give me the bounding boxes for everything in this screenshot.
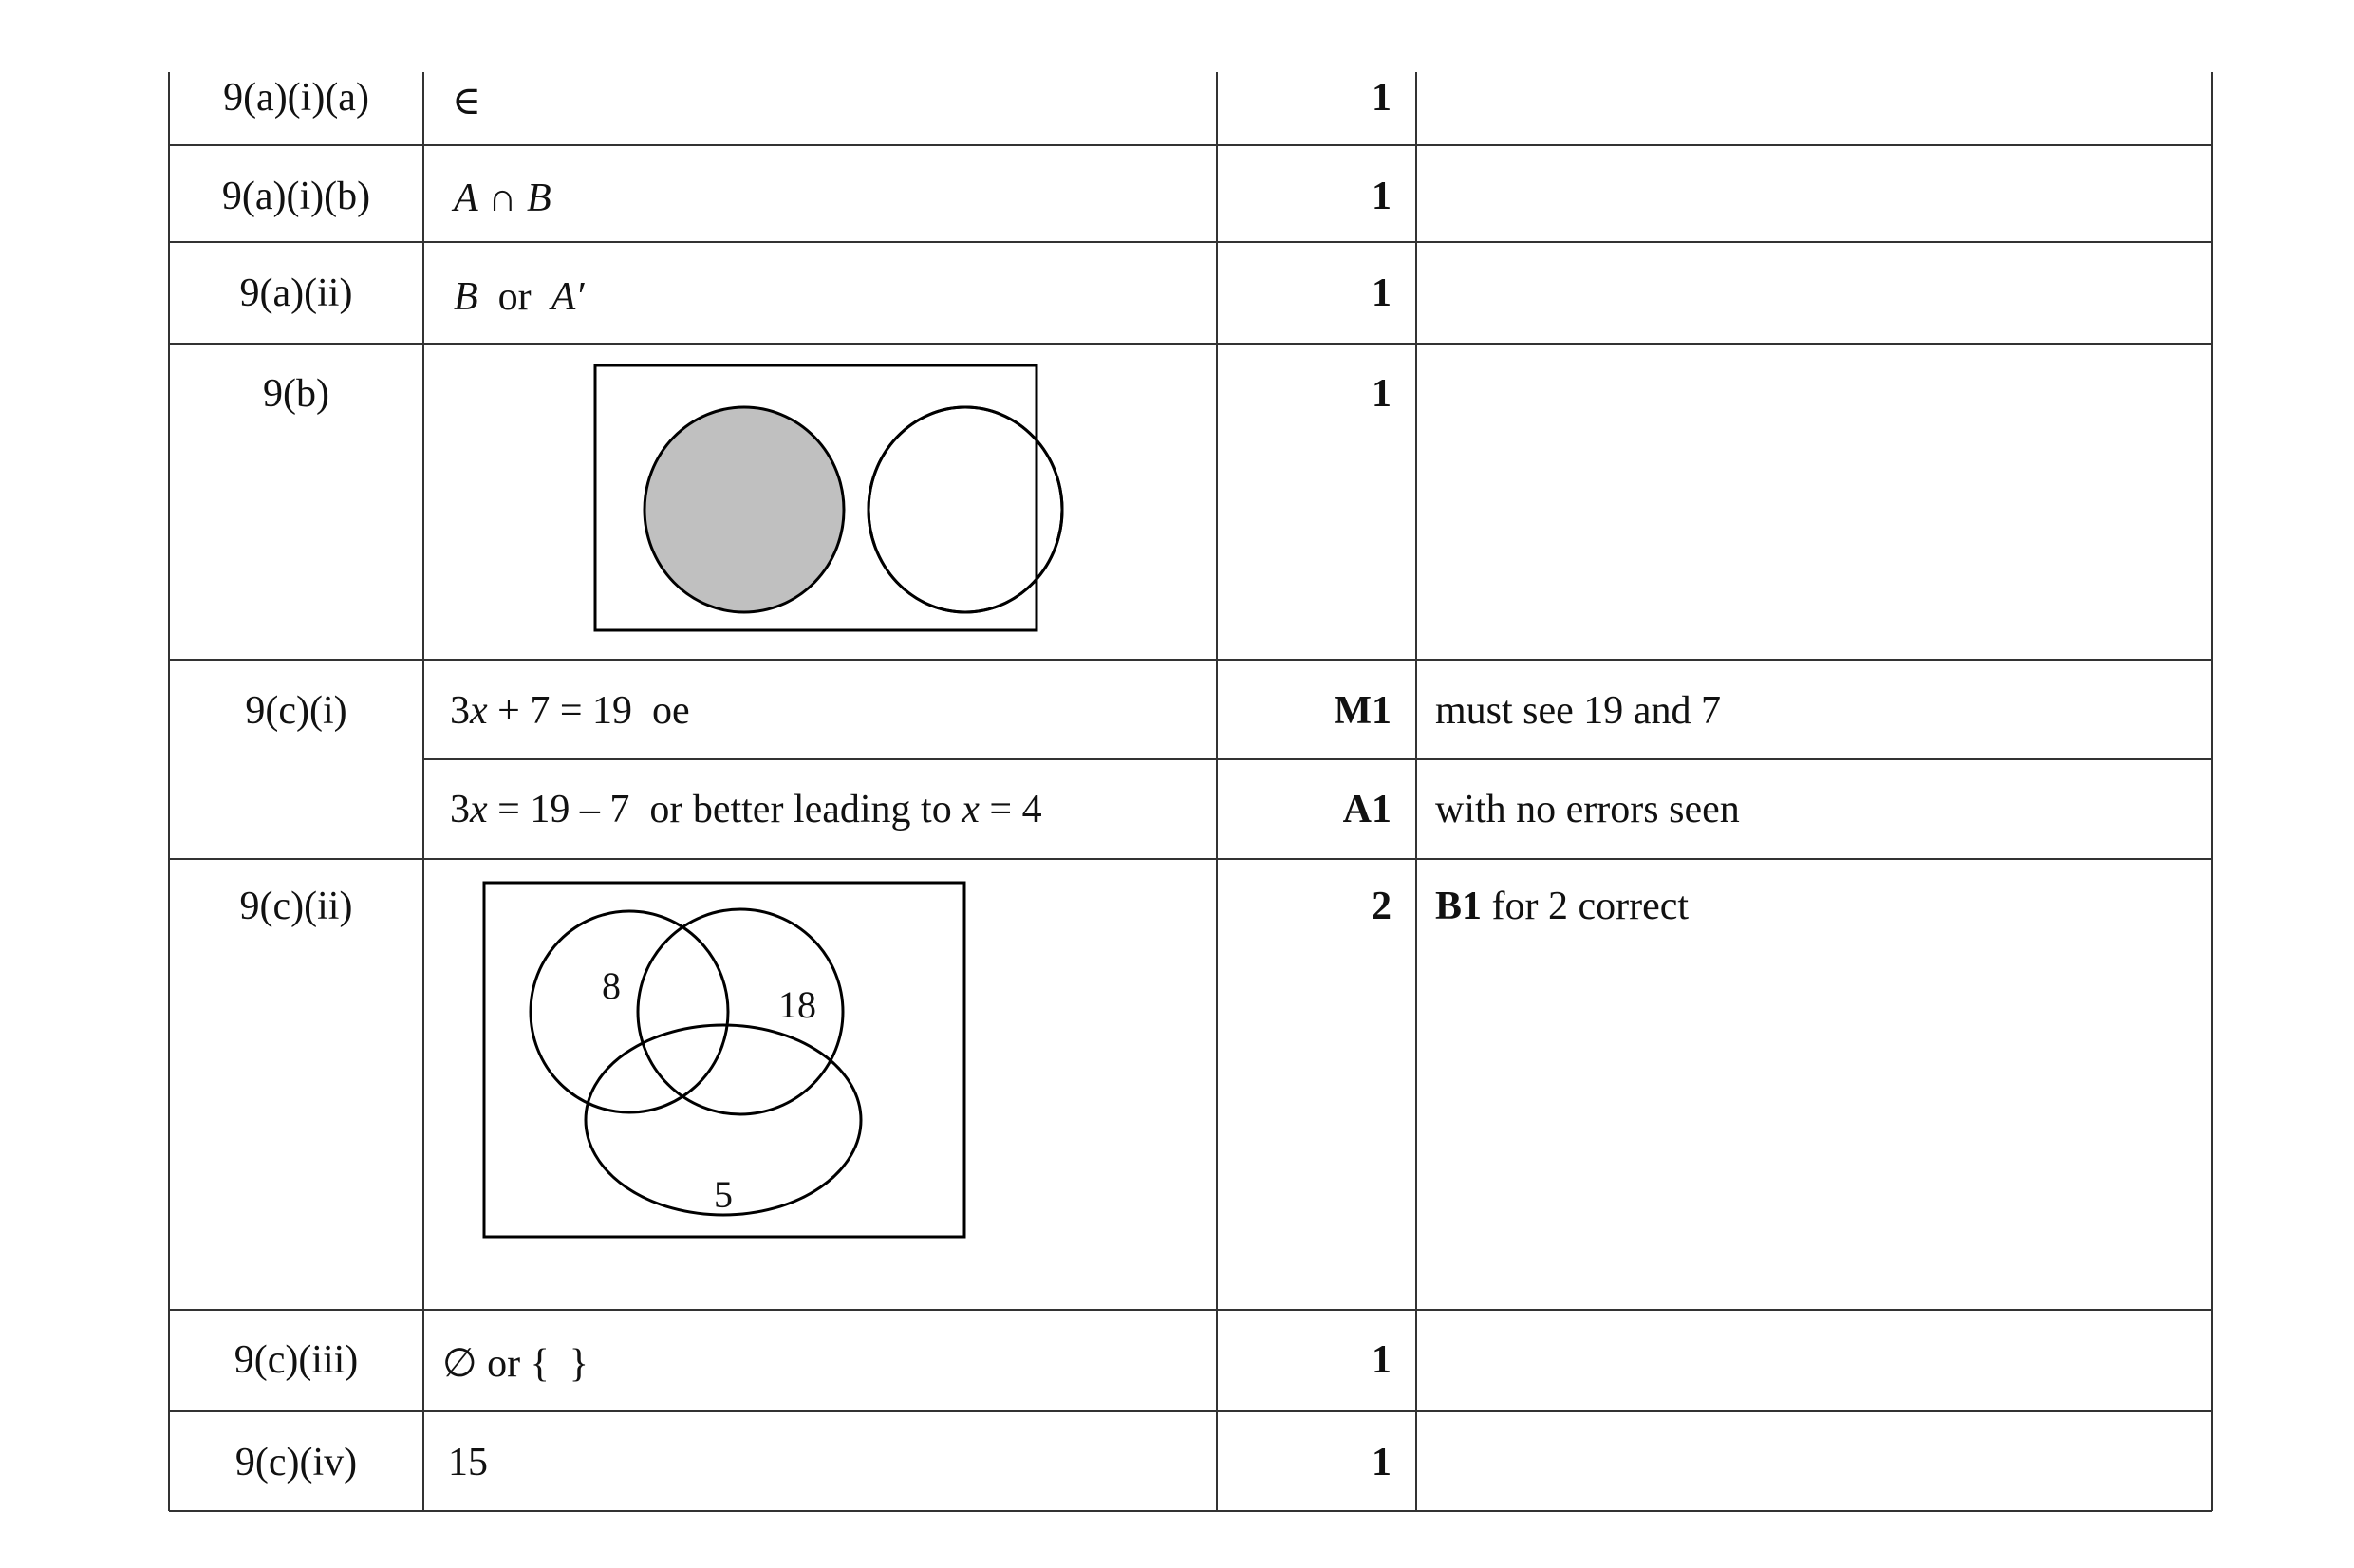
mark-value: A1 xyxy=(1342,788,1392,831)
guidance-text: B1 for 2 correct xyxy=(1435,885,1690,928)
mark-value: 1 xyxy=(1372,372,1392,416)
table-row xyxy=(235,1441,1392,1484)
region-label: 5 xyxy=(714,1173,733,1216)
answer-text: B or A′ xyxy=(454,275,585,319)
question-number: 9(a)(i)(a) xyxy=(223,76,369,120)
set-b-outline xyxy=(869,407,1062,612)
answer-text: ∈ xyxy=(452,80,482,123)
answer-text: A ∩ B xyxy=(454,177,551,220)
venn-diagram-two-sets xyxy=(595,365,1062,630)
question-number: 9(c)(iii) xyxy=(234,1338,359,1382)
mark-value: 1 xyxy=(1372,76,1392,120)
question-number: 9(c)(iv) xyxy=(234,1441,358,1484)
question-number: 9(a)(ii) xyxy=(239,271,353,315)
guidance-text: with no errors seen xyxy=(1435,788,1740,831)
answer-line-2: 3x = 19 – 7 or better leading to x = 4 xyxy=(450,788,1042,831)
mark-value: M1 xyxy=(1334,689,1392,733)
mark-value: 1 xyxy=(1372,271,1392,315)
table-row xyxy=(263,365,1392,630)
table-row xyxy=(240,883,1690,1237)
mark-value: 1 xyxy=(1372,1441,1392,1484)
question-number: 9(c)(ii) xyxy=(239,885,353,928)
answer-line-1: 3x + 7 = 19 oe xyxy=(450,689,690,733)
question-number: 9(c)(i) xyxy=(245,689,347,733)
question-number: 9(b) xyxy=(263,372,329,416)
answer-text: ∅ or { } xyxy=(442,1342,588,1386)
question-number: 9(a)(i)(b) xyxy=(221,175,371,218)
table-row xyxy=(240,271,1392,319)
venn-diagram-three-sets xyxy=(484,883,964,1237)
mark-value: 1 xyxy=(1372,175,1392,218)
mark-value: 2 xyxy=(1372,885,1392,928)
answer-text: 15 xyxy=(448,1441,488,1484)
mark-value: 1 xyxy=(1372,1338,1392,1382)
table-row xyxy=(234,1338,1392,1386)
set-circle-left xyxy=(531,911,728,1112)
guidance-text: must see 19 and 7 xyxy=(1435,689,1721,733)
region-label: 8 xyxy=(602,964,621,1007)
region-label: 18 xyxy=(778,983,816,1026)
